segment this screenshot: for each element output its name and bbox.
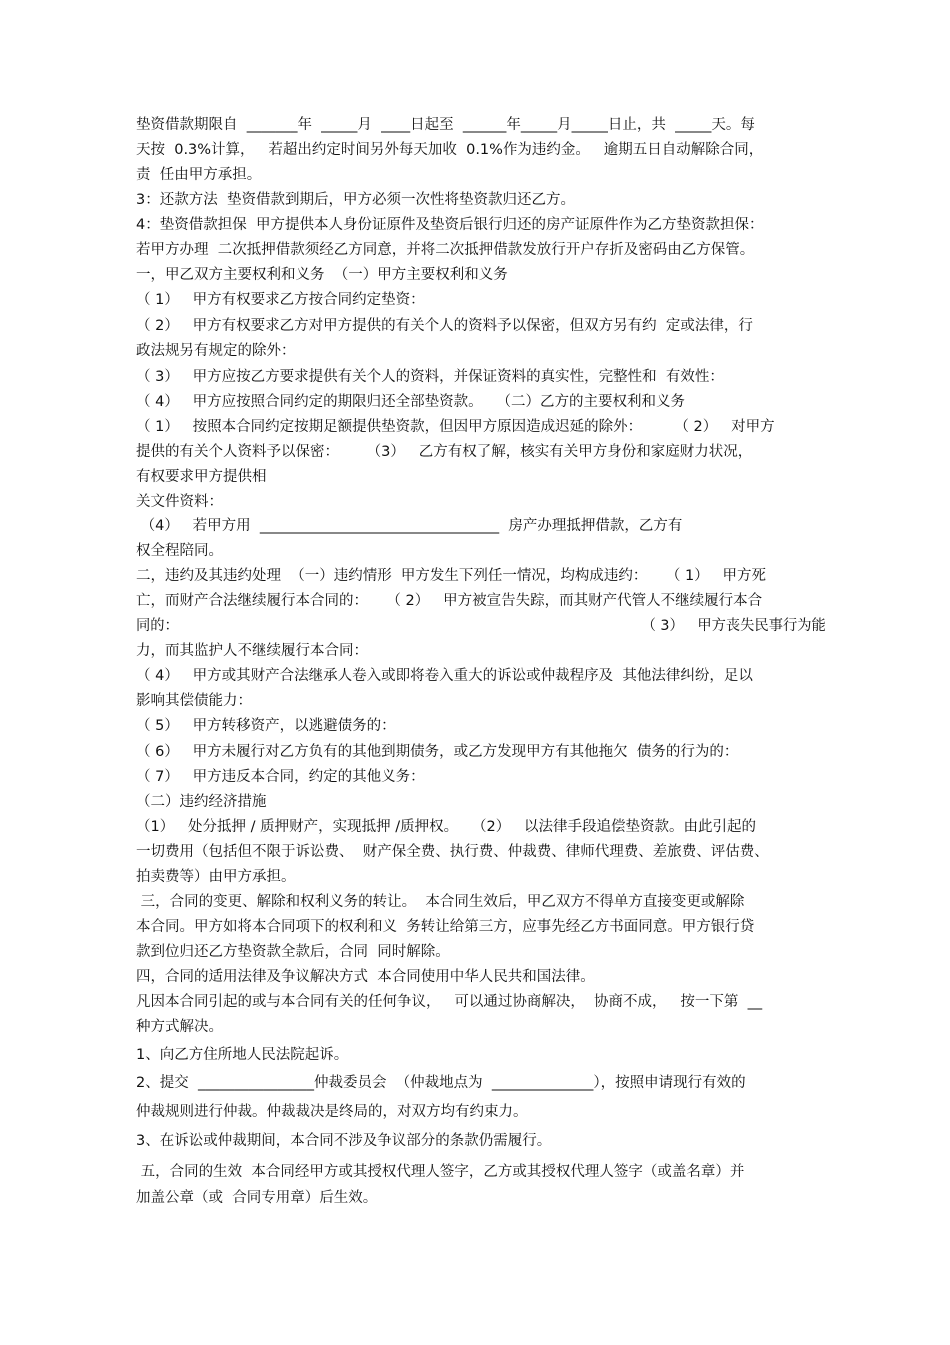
text-line: （ 7） 甲方违反本合同，约定的其他义务： [136, 769, 425, 785]
text-line: 三，合同的变更、解除和权利义务的转让。 本合同生效后，甲乙双方不得单方直接变更或解除 [136, 894, 745, 910]
text-line: 3：还款方法 垫资借款到期后，甲方必须一次性将垫资款归还乙方。 [136, 192, 575, 208]
text-line: 提供的有关个人资料予以保密： （3） 乙方有权了解，核实有关甲方身份和家庭财力状况， [136, 444, 753, 460]
text-line: 责 任由甲方承担。 [136, 167, 262, 183]
text-line: （ 1） 甲方有权要求乙方按合同约定垫资： [136, 292, 425, 308]
text-line: 1、向乙方住所地人民法院起诉。 [136, 1047, 349, 1063]
text-line: （ 1） 按照本合同约定按期足额提供垫资款，但因甲方原因造成迟延的除外： （ 2） 对甲方 [136, 419, 775, 435]
text-line: 一切费用（包括但不限于诉讼费、 财产保全费、执行费、仲裁费、律师代理费、差旅费、评估费、 [136, 844, 769, 860]
text-line: （ 6） 甲方未履行对乙方负有的其他到期债务，或乙方发现甲方有其他拖欠 债务的行为的： [136, 744, 739, 760]
text-line: 若甲方办理 二次抵押借款须经乙方同意，并将二次抵押借款发放行开户存折及密码由乙方保管。 [136, 242, 755, 258]
text-line: 有权要求甲方提供相 [136, 469, 267, 485]
text-line: 权全程陪同。 [136, 543, 223, 559]
text-line: 3、在诉讼或仲裁期间，本合同不涉及争议部分的条款仍需履行。 [136, 1133, 552, 1149]
text-line: 4：垫资借款担保 甲方提供本人身份证原件及垫资后银行归还的房产证原件作为乙方垫资款担保： [136, 217, 764, 233]
text-line: 本合同。甲方如将本合同项下的权利和义 务转让给第三方，应事先经乙方书面同意。甲方银行贷 [136, 919, 755, 935]
text-line: 二，违约及其违约处理 （一）违约情形 甲方发生下列任一情况，均构成违约： （ 1） 甲方死 [136, 568, 767, 584]
text-line: 影响其偿债能力： [136, 693, 252, 709]
text-line: 五，合同的生效 本合同经甲方或其授权代理人签字，乙方或其授权代理人签字（或盖名章）并 [136, 1164, 745, 1180]
text-line: 同的： （ 3） 甲方丧失民事行为能 [136, 618, 826, 634]
text-line: 垫资借款期限自 _______年 _____月 ____日起至 ______年_____月_____日止，共 _____天。每 [136, 117, 755, 133]
text-line: （ 4） 甲方应按照合同约定的期限归还全部垫资款。 （二）乙方的主要权利和义务 [136, 394, 685, 410]
text-line: 拍卖费等）由甲方承担。 [136, 869, 296, 885]
text-line: 亡，而财产合法继续履行本合同的： （ 2） 甲方被宣告失踪，而其财产代管人不继续履行本合 [136, 593, 763, 609]
text-line: （ 3） 甲方应按乙方要求提供有关个人的资料，并保证资料的真实性，完整性和 有效性： [136, 369, 724, 385]
text-line: （1） 处分抵押 / 质押财产，实现抵押 /质押权。 （2） 以法律手段追偿垫资款。由此引起的 [136, 819, 757, 835]
text-line: 2、提交 ________________仲裁委员会 （仲裁地点为 ______________），按照申请现行有效的 [136, 1075, 746, 1091]
text-line: 种方式解决。 [136, 1019, 223, 1035]
text-line: （二）违约经济措施 [136, 794, 267, 810]
text-line: 加盖公章（或 合同专用章）后生效。 [136, 1190, 378, 1206]
text-line: （ 4） 甲方或其财产合法继承人卷入或即将卷入重大的诉讼或仲裁程序及 其他法律纠纷，足以 [136, 668, 753, 684]
text-line: 关文件资料： [136, 494, 223, 510]
text-line: 凡因本合同引起的或与本合同有关的任何争议， 可以通过协商解决， 协商不成， 按一下第 __ [136, 994, 763, 1010]
text-line: 一，甲乙双方主要权利和义务 （一）甲方主要权利和义务 [136, 267, 508, 283]
text-line: 力，而其监护人不继续履行本合同： [136, 643, 368, 659]
text-line: 四，合同的适用法律及争议解决方式 本合同使用中华人民共和国法律。 [136, 969, 595, 985]
text-line: （ 2） 甲方有权要求乙方对甲方提供的有关个人的资料予以保密，但双方另有约 定或法律，行 [136, 318, 753, 334]
text-line: 政法规另有规定的除外： [136, 343, 296, 359]
text-line: 天按 0.3%计算， 若超出约定时间另外每天加收 0.1%作为违约金。 逾期五日自动解除合同， [136, 142, 764, 158]
text-line: （4） 若甲方用 _________________________________ 房产办理抵押借款，乙方有 [136, 518, 683, 534]
text-line: 款到位归还乙方垫资款全款后，合同 同时解除。 [136, 944, 450, 960]
text-line: （ 5） 甲方转移资产，以逃避债务的： [136, 718, 396, 734]
text-line: 仲裁规则进行仲裁。仲裁裁决是终局的，对双方均有约束力。 [136, 1104, 528, 1120]
